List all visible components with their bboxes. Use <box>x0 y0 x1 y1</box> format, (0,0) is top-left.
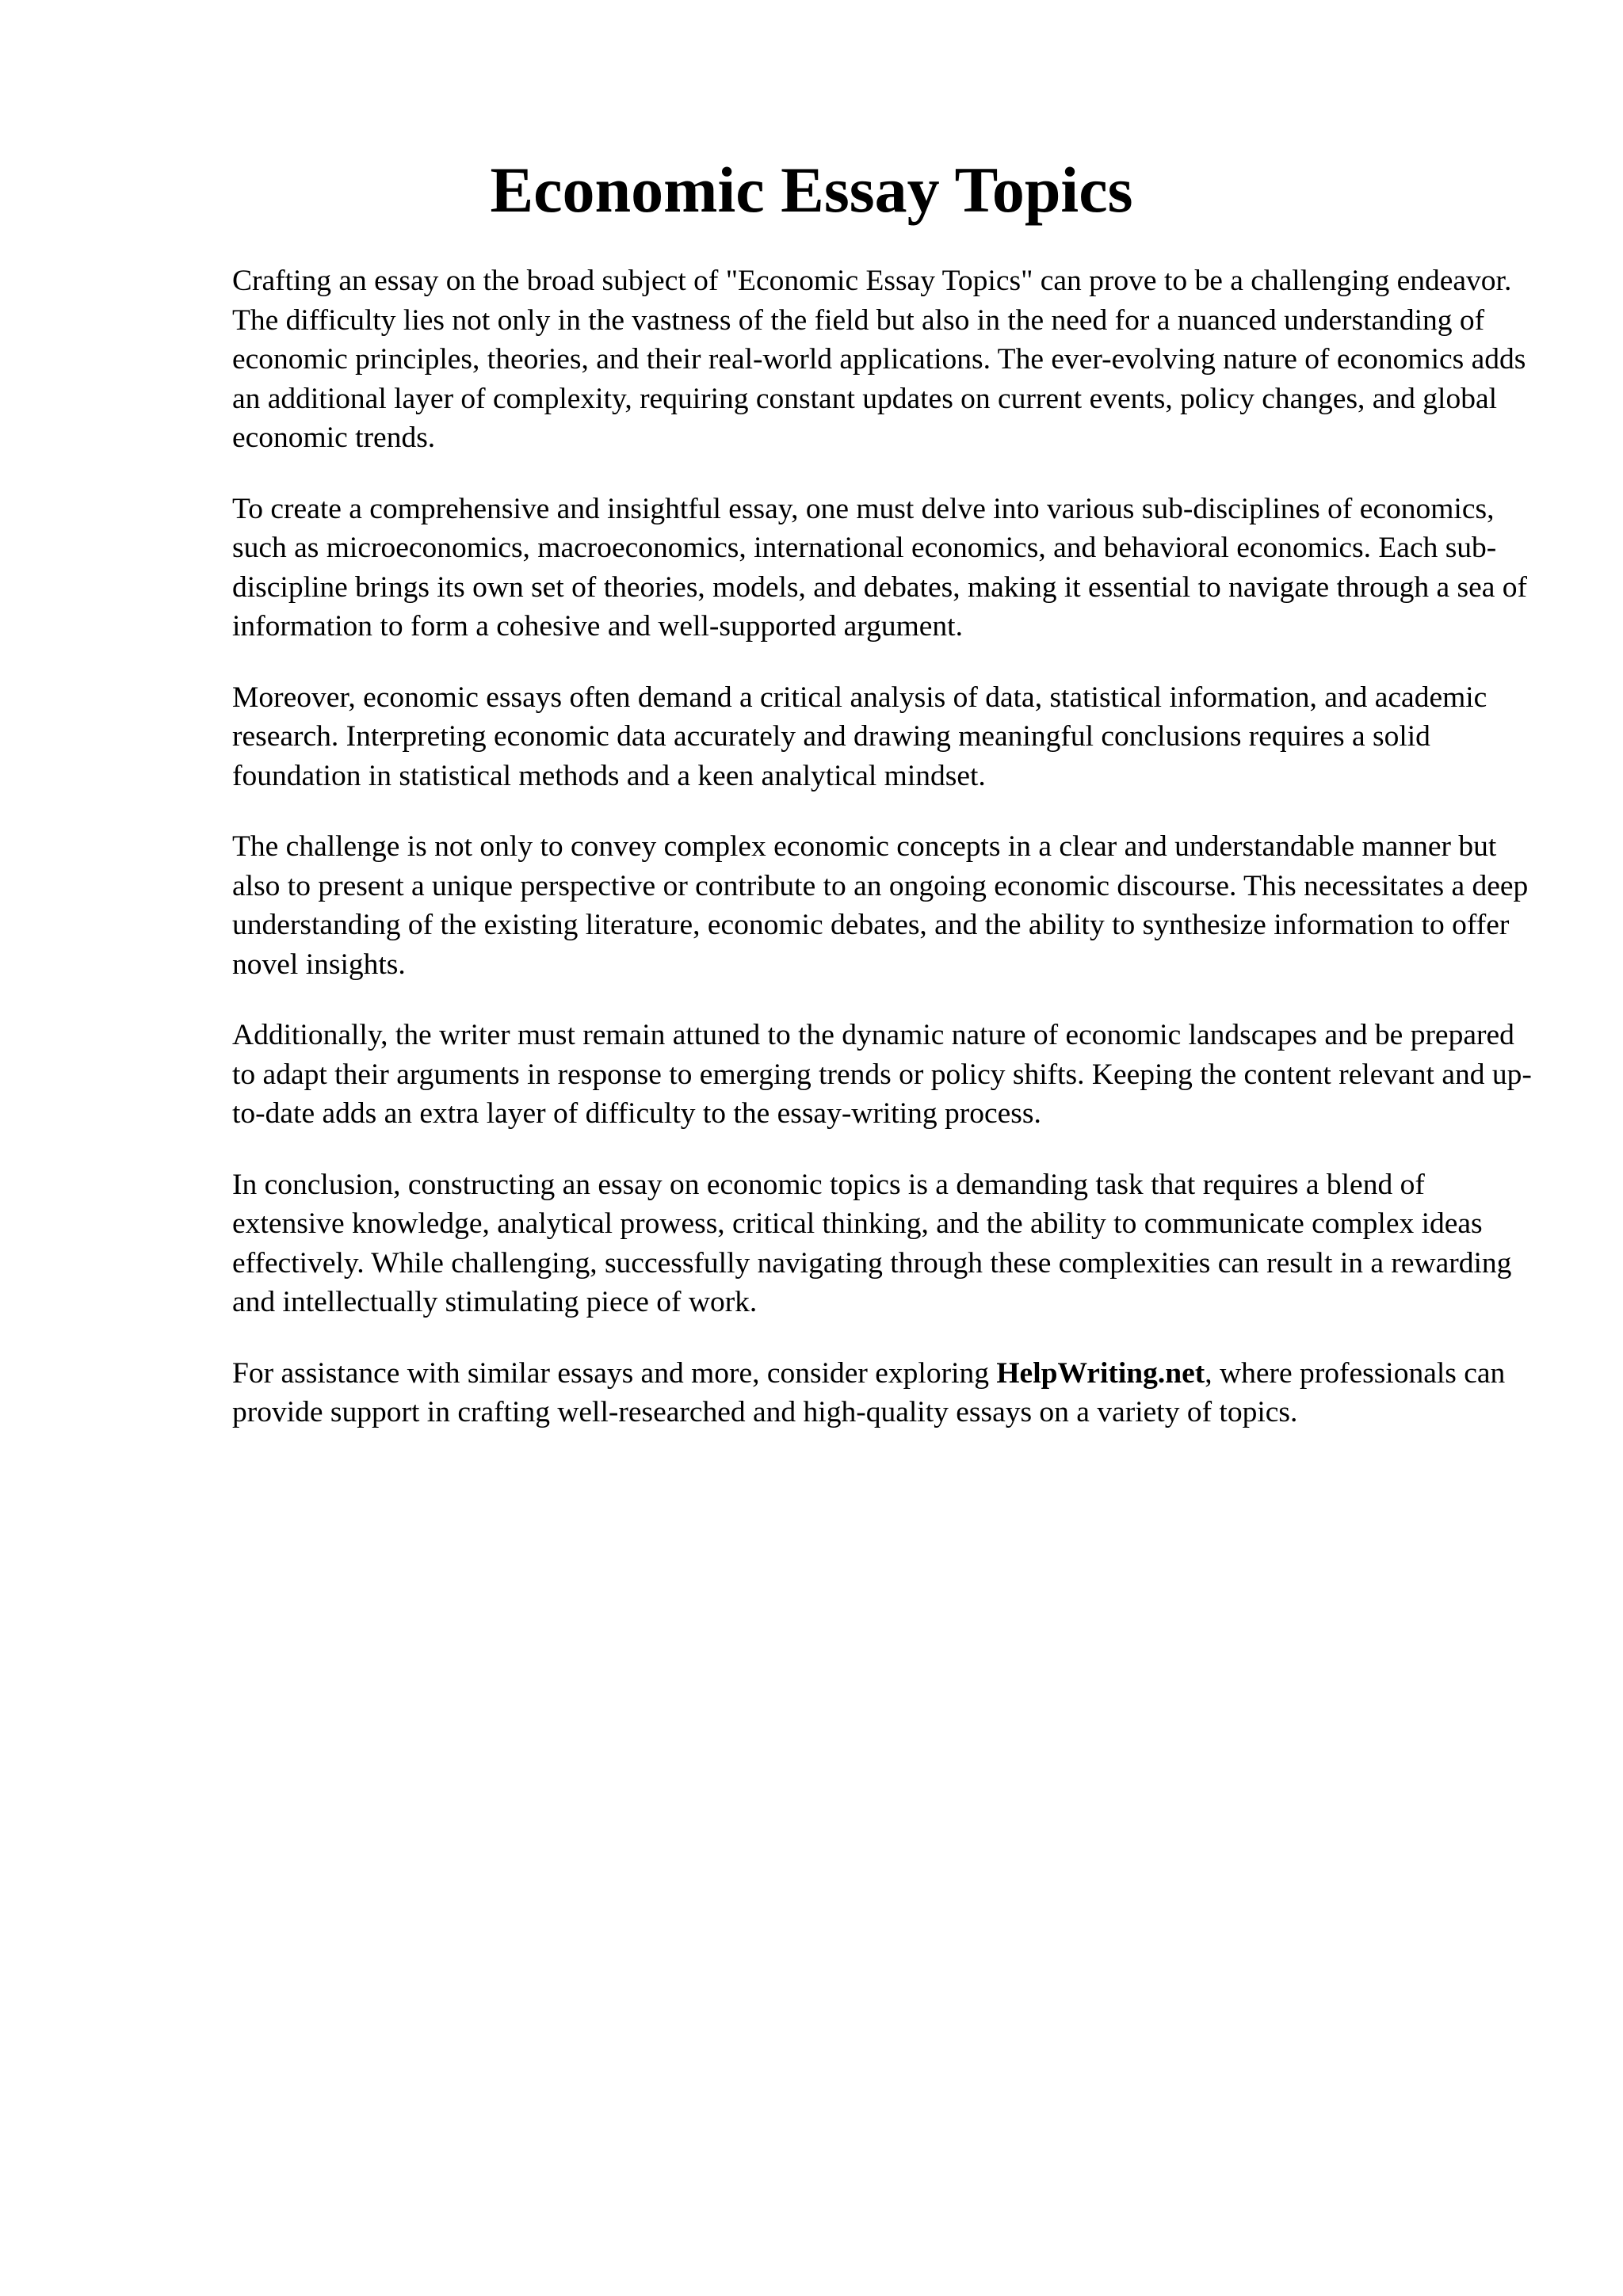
brand-link[interactable]: HelpWriting.net <box>996 1356 1205 1390</box>
document-title: Economic Essay Topics <box>490 154 1133 226</box>
paragraph-challenge: The challenge is not only to convey complex economic concepts in a clear and understandable manner but also to present a unique perspective or contribute to an ongoing economic discourse. This necessitates a deep understanding of the existing literature, economic debates, and the ability to synthesize information to offer novel insights. <box>232 830 1529 981</box>
closing-text-after: , where professionals can provide support in crafting well-researched and high-quality essays on a variety of topics. <box>232 1356 1506 1428</box>
paragraph-dynamic-nature: Additionally, the writer must remain attuned to the dynamic nature of economic landscapes and be prepared to adapt their arguments in response to emerging trends or policy shifts. Keeping the content relevant and up-to-date adds an extra layer of difficulty to the essay-writing process. <box>232 1019 1532 1130</box>
paragraph-data-analysis: Moreover, economic essays often demand a critical analysis of data, statistical information, and academic research. Interpreting economic data accurately and drawing meaningful conclusions requires a solid foundation in statistical methods and a keen analytical mindset. <box>232 681 1487 792</box>
paragraph-conclusion: In conclusion, constructing an essay on economic topics is a demanding task that requires a blend of extensive knowledge, analytical prowess, critical thinking, and the ability to communicate complex ideas effectively. While challenging, successfully navigating through these complexities can result in a rewarding and intellectually stimulating piece of work. <box>232 1168 1512 1318</box>
closing-text-before: For assistance with similar essays and more, consider exploring <box>232 1356 997 1390</box>
paragraph-closing <box>232 1354 1532 1432</box>
paragraph-subdisciplines: To create a comprehensive and insightful essay, one must delve into various sub-disciplines of economics, such as microeconomics, macroeconomics, international economics, and behavioral economics. Each sub-discipline brings its own set of theories, models, and debates, making it essential to navigate through a sea of information to form a cohesive and well-supported argument. <box>232 492 1528 643</box>
paragraph-intro: Crafting an essay on the broad subject of "Economic Essay Topics" can prove to be a challenging endeavor. The difficulty lies not only in the vastness of the field but also in the need for a nuanced understanding of economic principles, theories, and their real-world applications. The ever-evolving nature of economics adds an additional layer of complexity, requiring constant updates on current events, policy changes, and global economic trends. <box>232 265 1526 454</box>
document-body <box>232 261 1532 1464</box>
